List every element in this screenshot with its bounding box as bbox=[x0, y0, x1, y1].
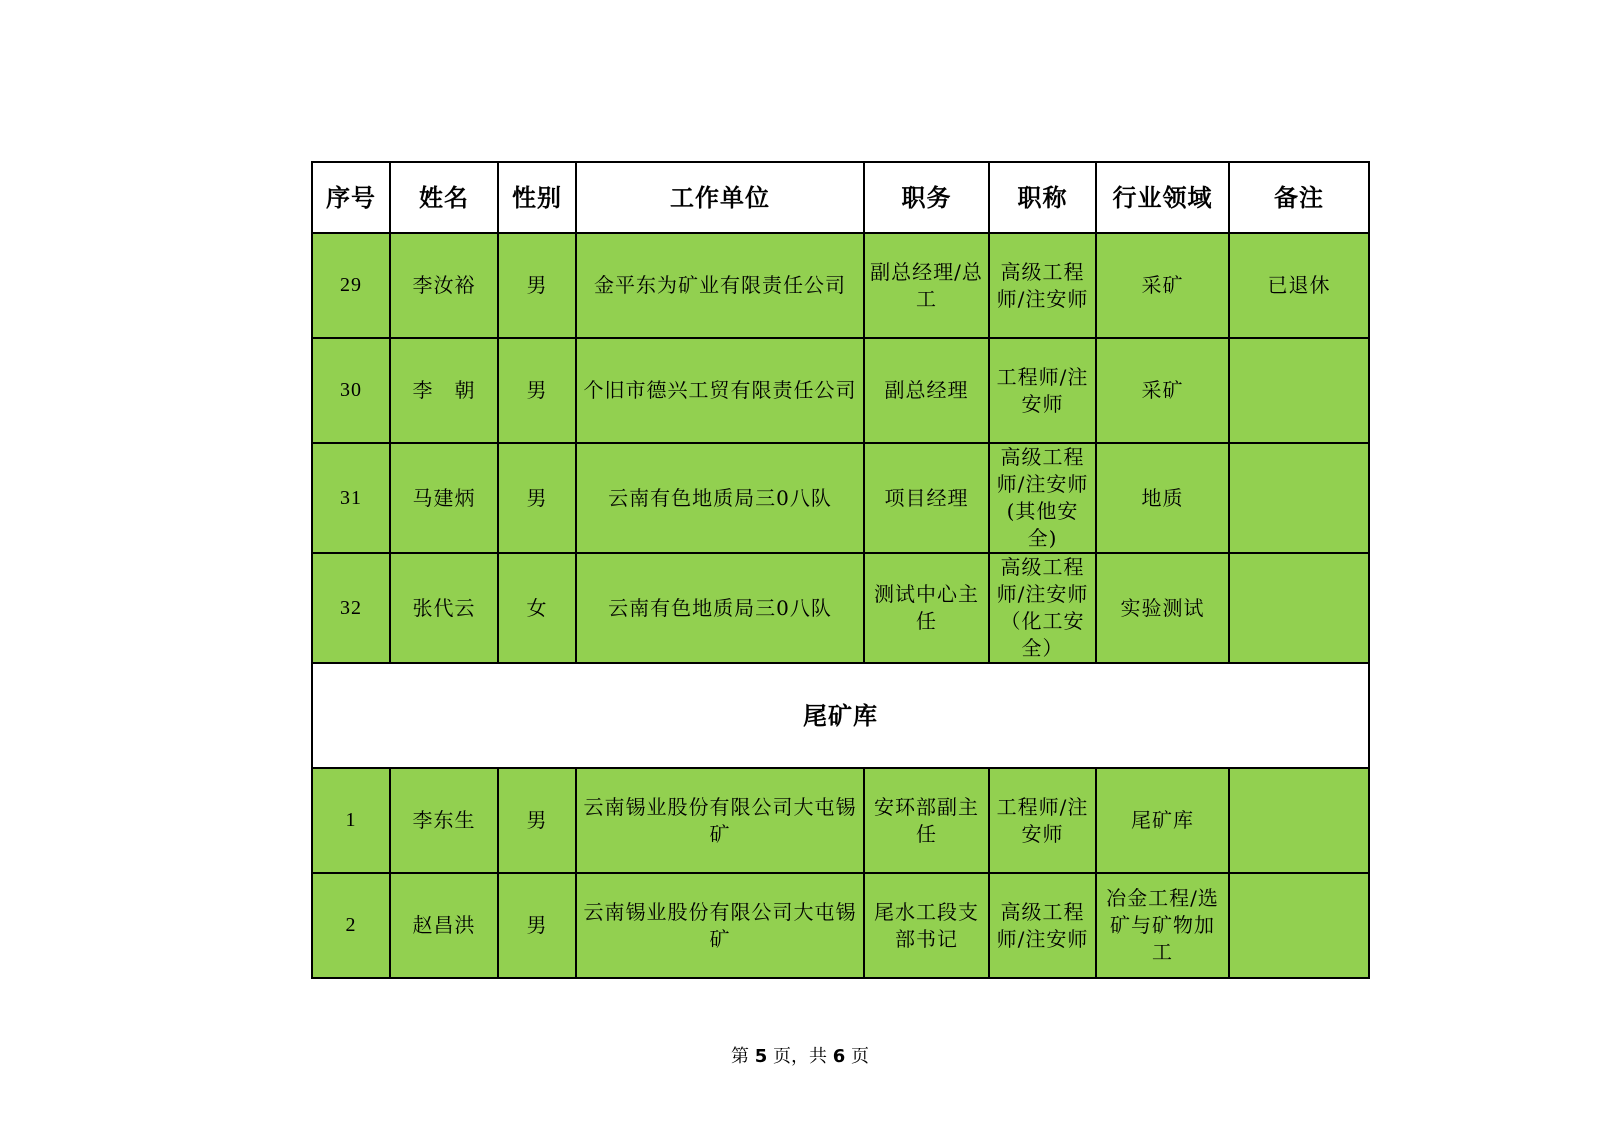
cell-no: 31 bbox=[312, 443, 390, 553]
cell-field: 采矿 bbox=[1096, 338, 1229, 443]
header-remark: 备注 bbox=[1229, 162, 1369, 233]
cell-name: 赵昌洪 bbox=[390, 873, 498, 978]
header-no: 序号 bbox=[312, 162, 390, 233]
header-gender: 性别 bbox=[498, 162, 576, 233]
cell-unit: 云南有色地质局三0八队 bbox=[576, 443, 864, 553]
cell-remark: 已退休 bbox=[1229, 233, 1369, 338]
cell-gender: 男 bbox=[498, 873, 576, 978]
header-position: 职务 bbox=[864, 162, 989, 233]
cell-remark bbox=[1229, 338, 1369, 443]
cell-name: 马建炳 bbox=[390, 443, 498, 553]
footer-prefix: 第 bbox=[731, 1046, 749, 1067]
cell-unit: 云南有色地质局三0八队 bbox=[576, 553, 864, 663]
cell-field: 地质 bbox=[1096, 443, 1229, 553]
table-row bbox=[312, 768, 1369, 873]
section-title: 尾矿库 bbox=[312, 663, 1369, 768]
cell-title: 高级工程师/注安师（化工安全） bbox=[989, 553, 1096, 663]
cell-no: 30 bbox=[312, 338, 390, 443]
cell-title: 高级工程师/注安师 bbox=[989, 233, 1096, 338]
cell-remark bbox=[1229, 443, 1369, 553]
cell-title: 高级工程师/注安师(其他安全) bbox=[989, 443, 1096, 553]
cell-position: 副总经理/总工 bbox=[864, 233, 989, 338]
cell-no: 2 bbox=[312, 873, 390, 978]
cell-gender: 男 bbox=[498, 233, 576, 338]
cell-remark bbox=[1229, 768, 1369, 873]
cell-name: 张代云 bbox=[390, 553, 498, 663]
header-name: 姓名 bbox=[390, 162, 498, 233]
cell-position: 尾水工段支部书记 bbox=[864, 873, 989, 978]
header-unit: 工作单位 bbox=[576, 162, 864, 233]
cell-title: 工程师/注安师 bbox=[989, 768, 1096, 873]
cell-position: 安环部副主任 bbox=[864, 768, 989, 873]
cell-name: 李汝裕 bbox=[390, 233, 498, 338]
cell-gender: 女 bbox=[498, 553, 576, 663]
cell-remark bbox=[1229, 873, 1369, 978]
cell-field: 尾矿库 bbox=[1096, 768, 1229, 873]
cell-unit: 云南锡业股份有限公司大屯锡矿 bbox=[576, 873, 864, 978]
table-header-row bbox=[312, 162, 1369, 233]
header-title: 职称 bbox=[989, 162, 1096, 233]
cell-unit: 个旧市德兴工贸有限责任公司 bbox=[576, 338, 864, 443]
cell-gender: 男 bbox=[498, 443, 576, 553]
table-row bbox=[312, 338, 1369, 443]
cell-remark bbox=[1229, 553, 1369, 663]
cell-position: 项目经理 bbox=[864, 443, 989, 553]
cell-gender: 男 bbox=[498, 338, 576, 443]
footer-suffix: 页 bbox=[851, 1046, 869, 1067]
cell-field: 冶金工程/选矿与矿物加工 bbox=[1096, 873, 1229, 978]
cell-unit: 金平东为矿业有限责任公司 bbox=[576, 233, 864, 338]
cell-position: 副总经理 bbox=[864, 338, 989, 443]
header-field: 行业领域 bbox=[1096, 162, 1229, 233]
footer-middle: 页，共 bbox=[773, 1046, 827, 1067]
cell-title: 高级工程师/注安师 bbox=[989, 873, 1096, 978]
cell-field: 实验测试 bbox=[1096, 553, 1229, 663]
section-header-row bbox=[312, 663, 1369, 768]
footer-current-page: 5 bbox=[754, 1046, 768, 1067]
cell-no: 1 bbox=[312, 768, 390, 873]
cell-no: 29 bbox=[312, 233, 390, 338]
table-row bbox=[312, 553, 1369, 663]
cell-name: 李 朝 bbox=[390, 338, 498, 443]
cell-position: 测试中心主任 bbox=[864, 553, 989, 663]
cell-unit: 云南锡业股份有限公司大屯锡矿 bbox=[576, 768, 864, 873]
cell-gender: 男 bbox=[498, 768, 576, 873]
cell-title: 工程师/注安师 bbox=[989, 338, 1096, 443]
expert-table bbox=[311, 161, 1370, 979]
table-row bbox=[312, 233, 1369, 338]
cell-no: 32 bbox=[312, 553, 390, 663]
cell-name: 李东生 bbox=[390, 768, 498, 873]
footer-total-pages: 6 bbox=[832, 1046, 846, 1067]
page-footer bbox=[0, 1042, 1600, 1068]
cell-field: 采矿 bbox=[1096, 233, 1229, 338]
table-row bbox=[312, 443, 1369, 553]
table-row bbox=[312, 873, 1369, 978]
